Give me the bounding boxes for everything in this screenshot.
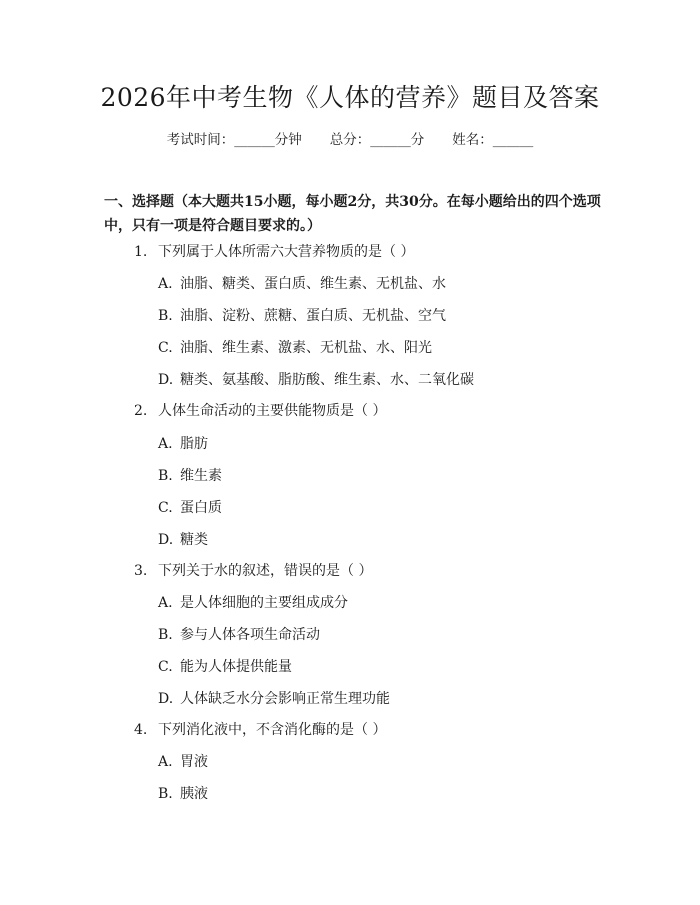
option-letter: B. [158, 308, 173, 324]
option-text: 是人体细胞的主要组成成分 [180, 595, 348, 611]
question-text: 人体生命活动的主要供能物质是（ ） [158, 403, 387, 419]
section-heading: 一、选择题（本大题共15小题，每小题2分，共30分。在每小题给出的四个选项中，只有一项是符合题目要求的。） [104, 194, 601, 234]
question-3-option-a [158, 593, 348, 613]
question-2-option-b [158, 466, 222, 486]
option-text: 蛋白质 [180, 500, 222, 516]
option-letter: D. [158, 691, 174, 707]
option-letter: D. [158, 532, 174, 548]
option-text: 胃液 [180, 754, 208, 770]
option-letter: C. [158, 500, 173, 516]
option-text: 脂肪 [180, 436, 208, 452]
question-3 [134, 561, 372, 581]
question-4-option-a [158, 752, 208, 772]
question-text: 下列关于水的叙述，错误的是（ ） [158, 563, 373, 579]
question-1 [134, 242, 414, 262]
question-2-option-a [158, 434, 208, 454]
question-number: 3. [134, 563, 148, 579]
question-1-option-a [158, 274, 446, 294]
question-2-option-c [158, 498, 222, 518]
option-letter: B. [158, 786, 173, 802]
question-3-option-d [158, 689, 390, 709]
page-title: 2026年中考生物《人体的营养》题目及答案 [100, 83, 600, 112]
option-letter: A. [158, 754, 173, 770]
total-score-field: 总分：______分 [329, 132, 425, 148]
option-letter: B. [158, 468, 173, 484]
option-letter: D. [158, 372, 174, 388]
student-name-field: 姓名：______ [452, 132, 534, 148]
option-text: 人体缺乏水分会影响正常生理功能 [180, 691, 390, 707]
option-text: 维生素 [180, 468, 222, 484]
option-letter: A. [158, 276, 173, 292]
question-3-option-b [158, 625, 320, 645]
option-letter: A. [158, 595, 173, 611]
question-text: 下列消化液中，不含消化酶的是（ ） [158, 722, 387, 738]
question-3-option-c [158, 657, 292, 677]
question-1-option-b [158, 306, 446, 326]
option-text: 能为人体提供能量 [180, 659, 292, 675]
exam-info-line [0, 130, 700, 150]
question-4 [134, 720, 386, 740]
option-text: 油脂、维生素、激素、无机盐、水、阳光 [180, 340, 432, 356]
question-4-option-b [158, 784, 208, 804]
question-2-option-d [158, 530, 208, 550]
option-text: 油脂、淀粉、蔗糖、蛋白质、无机盐、空气 [180, 308, 446, 324]
option-letter: A. [158, 436, 173, 452]
option-letter: C. [158, 659, 173, 675]
option-letter: C. [158, 340, 173, 356]
question-1-option-c [158, 338, 432, 358]
question-text: 下列属于人体所需六大营养物质的是（ ） [158, 244, 415, 260]
question-2 [134, 401, 386, 421]
option-letter: B. [158, 627, 173, 643]
option-text: 糖类 [180, 532, 208, 548]
option-text: 油脂、糖类、蛋白质、维生素、无机盐、水 [180, 276, 446, 292]
option-text: 胰液 [180, 786, 208, 802]
question-number: 1. [134, 244, 148, 260]
option-text: 糖类、氨基酸、脂肪酸、维生素、水、二氧化碳 [180, 372, 474, 388]
question-number: 4. [134, 722, 148, 738]
exam-time-field: 考试时间：______分钟 [166, 132, 302, 148]
question-1-option-d [158, 370, 474, 390]
option-text: 参与人体各项生命活动 [180, 627, 320, 643]
question-number: 2. [134, 403, 148, 419]
